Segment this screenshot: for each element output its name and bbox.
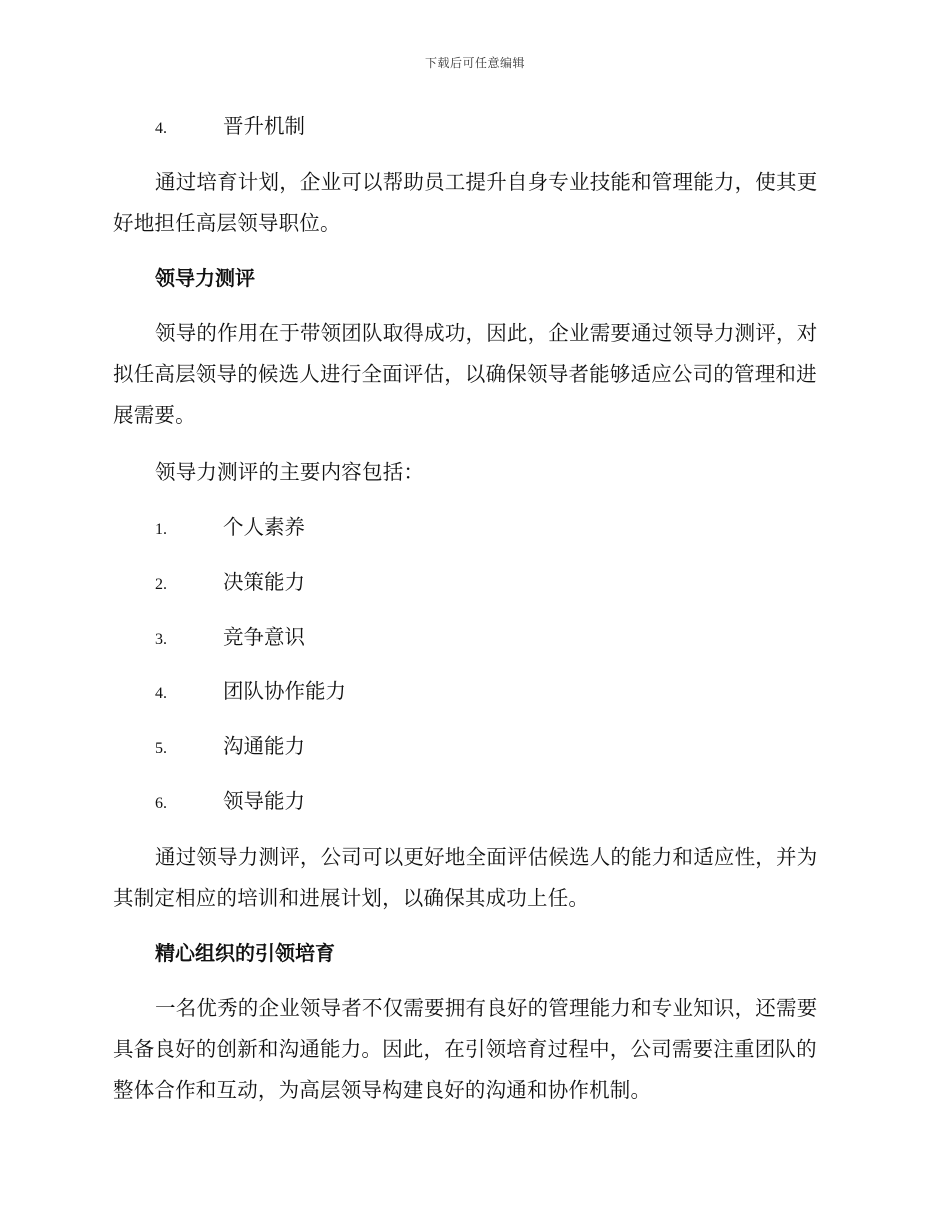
list-item [113, 726, 875, 769]
list-item-text: 沟通能力 [223, 734, 305, 758]
list-item [113, 507, 875, 550]
list-item-text: 晋升机制 [223, 114, 305, 138]
list-item [113, 617, 875, 660]
list-item-number: 4. [155, 685, 167, 702]
paragraph: 通过培育计划，企业可以帮助员工提升自身专业技能和管理能力，使其更好地担任高层领导职位。 [113, 170, 818, 235]
paragraph: 领导力测评的主要内容包括： [155, 460, 425, 484]
list-item-text: 个人素养 [223, 515, 305, 539]
paragraph: 通过领导力测评，公司可以更好地全面评估候选人的能力和适应性，并为其制定相应的培训和进展计划，以确保其成功上任。 [113, 845, 818, 910]
list-item-number: 3. [155, 631, 167, 648]
list-item-text: 领导能力 [223, 789, 305, 813]
paragraph: 领导的作用在于带领团队取得成功，因此，企业需要通过领导力测评，对拟任高层领导的候选人进行全面评估，以确保领导者能够适应公司的管理和进展需要。 [113, 321, 818, 427]
list-item [113, 562, 875, 605]
list-item-number: 2. [155, 576, 167, 593]
page-header: 下载后可任意编辑 [424, 56, 525, 70]
list-item-number: 5. [155, 740, 167, 757]
section-heading: 精心组织的引领培育 [155, 941, 335, 965]
list-item [113, 106, 875, 149]
list-item [113, 671, 875, 714]
paragraph: 一名优秀的企业领导者不仅需要拥有良好的管理能力和专业知识，还需要具备良好的创新和沟通能力。因此，在引领培育过程中，公司需要注重团队的整体合作和互动，为高层领导构建良好的沟通和协作机制。 [113, 996, 818, 1102]
list-item-text: 决策能力 [223, 570, 305, 594]
list-item [113, 781, 875, 824]
list-item-number: 6. [155, 795, 167, 812]
list-item-text: 团队协作能力 [223, 679, 346, 703]
list-item-number: 4. [155, 120, 167, 137]
list-item-number: 1. [155, 521, 167, 538]
list-item-text: 竞争意识 [223, 625, 305, 649]
section-heading: 领导力测评 [155, 266, 255, 290]
